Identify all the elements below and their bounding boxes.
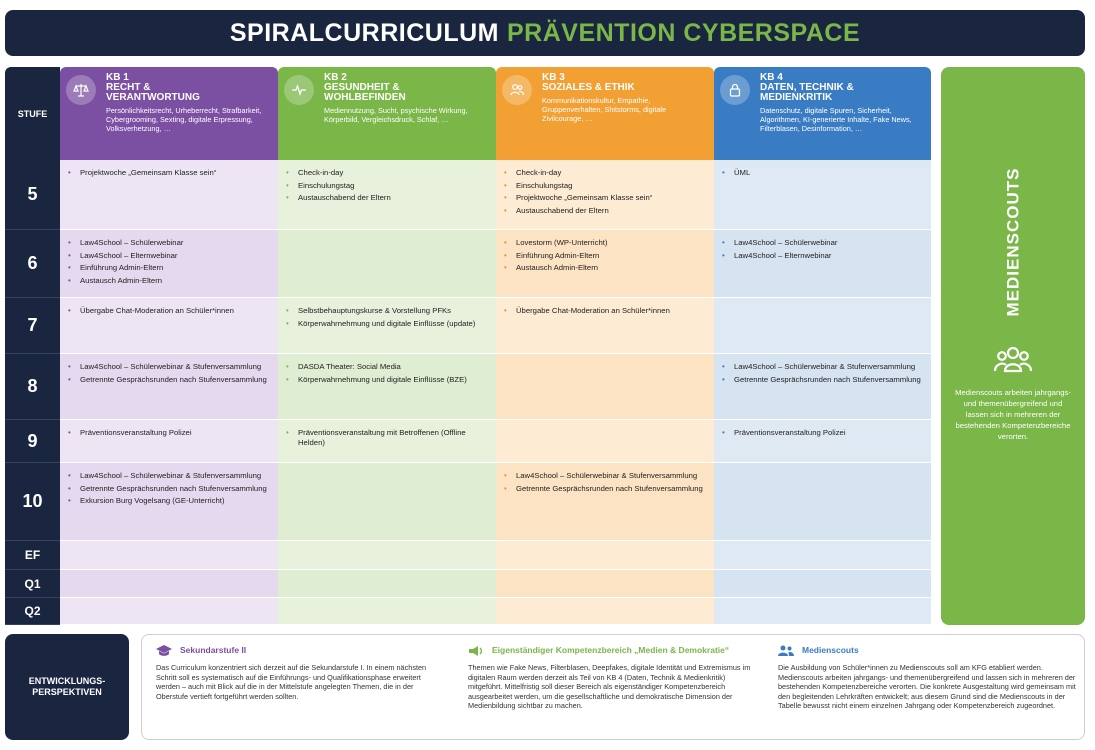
curriculum-cell [714,598,931,625]
activity-list [278,160,496,210]
kb4-desc: Datenschutz, digitale Spuren, Sicherheit, Algorithmen, KI-generierte Inhalte, Fake News, Filterblasen, Desinformation, … [760,106,912,133]
activity-item: • Präventionsveranstaltung mit Betroffenen (Offline Helden) [286,428,490,447]
curriculum-cell [496,420,714,463]
grade-label: 6 [5,230,60,298]
activity-item: • Einschulungstag [286,181,490,191]
curriculum-cell [714,354,931,420]
kb2-num: KB 2 [324,72,347,83]
title-bar [5,10,1085,56]
kb3-num: KB 3 [542,72,565,83]
activity-list [60,230,278,292]
curriculum-cell [60,354,278,420]
activity-list [60,420,278,445]
curriculum-cell [60,463,278,541]
lock-icon [720,75,750,105]
activity-item: • Getrennte Gesprächsrunden nach Stufenversammlung [722,375,925,385]
perspectives-box [141,634,1085,740]
activity-list [278,354,496,391]
perspective-demokratie-text: Themen wie Fake News, Filterblasen, Deepfakes, digitale Identität und Extremismus im digitalen Raum werden derzeit als Teil von KB 4 (Daten, Technik & Medienkritik) mitgeführt. Mittelfristig soll dieser Bereich als eigenständiger Kompetenzbereich ausgearbeitet werden, um die gesellschaftliche und demokratische Dimension der Medienbildung sichtbar zu machen. [468,663,751,710]
activity-list [60,160,278,185]
curriculum-cell [714,420,931,463]
kb4-title: DATEN, TECHNIK & MEDIENKRITIK [760,82,854,103]
activity-item: • Law4School – Elternwebinar [722,251,925,261]
kb1-num: KB 1 [106,72,129,83]
activity-item: • Austauschabend der Eltern [504,206,708,216]
perspective-demokratie-title: Eigenständiger Kompetenzbereich „Medien & Demokratie“ [492,645,730,655]
curriculum-cell [278,570,496,598]
graduation-cap-icon [156,645,172,657]
kb3-header [496,67,714,160]
activity-list [496,298,714,323]
activity-item: • Check-in-day [286,168,490,178]
activity-list [60,463,278,513]
curriculum-cell [60,541,278,570]
activity-item: • ÜML [722,168,925,178]
curriculum-cell [714,298,931,354]
curriculum-cell [278,160,496,230]
medienscouts-title: MEDIENSCOUTS [1003,167,1022,317]
curriculum-cell [496,160,714,230]
kb2-header [278,67,496,160]
grade-label: 10 [5,463,60,541]
grade-label: EF [5,541,60,570]
activity-list [714,354,931,391]
curriculum-cell [278,420,496,463]
curriculum-cell [278,598,496,625]
stufe-header: STUFE [5,67,60,160]
perspective-sek2-title: Sekundarstufe II [180,645,247,655]
kb2-desc: Mediennutzung, Sucht, psychische Wirkung, Körperbild, Vergleichsdruck, Schlaf, … [324,106,468,124]
grade-label: 5 [5,160,60,230]
activity-item: • Getrennte Gesprächsrunden nach Stufenversammlung [504,484,708,494]
kb3-title: SOZIALES & ETHIK [542,82,635,93]
megaphone-icon [468,645,484,657]
activity-item: • Law4School – Schülerwebinar & Stufenversammlung [504,471,708,481]
users-icon [778,645,794,657]
activity-item: • Check-in-day [504,168,708,178]
curriculum-cell [714,463,931,541]
perspective-medienscouts-title: Medienscouts [802,645,859,655]
curriculum-cell [714,230,931,298]
activity-item: • Law4School – Schülerwebinar & Stufenversammlung [68,362,272,372]
people-icon [502,75,532,105]
activity-list [714,230,931,267]
curriculum-cell [60,598,278,625]
activity-item: • Selbstbehauptungskurse & Vorstellung PFKs [286,306,490,316]
activity-item: • Law4School – Schülerwebinar & Stufenversammlung [68,471,272,481]
curriculum-cell [496,230,714,298]
activity-item: • Einführung Admin-Eltern [68,263,272,273]
grade-label: Q1 [5,570,60,598]
curriculum-cell [714,160,931,230]
curriculum-cell [714,570,931,598]
curriculum-cell [496,598,714,625]
activity-item: • Law4School – Schülerwebinar [68,238,272,248]
activity-list [278,420,496,454]
kb1-title: RECHT & VERANTWORTUNG [106,82,200,103]
curriculum-cell [278,354,496,420]
kb2-title: GESUNDHEIT & WOHLBEFINDEN [324,82,406,103]
activity-item: • Law4School – Schülerwebinar [722,238,925,248]
activity-item: • Getrennte Gesprächsrunden nach Stufenversammlung [68,375,272,385]
curriculum-cell [714,541,931,570]
kb3-desc: Kommunikationskultur, Empathie, Gruppenverhalten, Shitstorms, digitale Zivilcourage, … [542,96,667,123]
activity-item: • Austauschabend der Eltern [286,193,490,203]
curriculum-cell [496,463,714,541]
activity-item: • Austausch Admin-Eltern [68,276,272,286]
activity-item: • Übergabe Chat-Moderation an Schüler*innen [504,306,708,316]
activity-list [278,298,496,335]
activity-list [496,160,714,222]
activity-list [496,463,714,500]
scales-icon [66,75,96,105]
kb4-header [714,67,931,160]
perspective-medienscouts [778,645,1078,711]
curriculum-cell [278,463,496,541]
activity-item: • Austausch Admin-Eltern [504,263,708,273]
kb1-header [60,67,278,160]
curriculum-table [5,67,931,625]
curriculum-cell [60,420,278,463]
activity-item: • Übergabe Chat-Moderation an Schüler*innen [68,306,272,316]
perspective-demokratie [468,645,758,711]
perspectives-label: ENTWICKLUNGS- PERSPEKTIVEN [5,634,129,740]
title-part-1: SPIRALCURRICULUM [229,18,499,47]
activity-item: • Projektwoche „Gemeinsam Klasse sein“ [68,168,272,178]
activity-list [714,160,931,185]
activity-item: • Präventionsveranstaltung Polizei [722,428,925,438]
activity-list [496,230,714,280]
curriculum-cell [278,541,496,570]
curriculum-cell [60,570,278,598]
activity-item: • Exkursion Burg Vogelsang (GE-Unterricht) [68,496,272,506]
activity-item: • Präventionsveranstaltung Polizei [68,428,272,438]
grade-label: 9 [5,420,60,463]
activity-item: • Körperwahrnehmung und digitale Einflüsse (update) [286,319,490,329]
curriculum-cell [496,570,714,598]
curriculum-cell [278,298,496,354]
curriculum-cell [60,298,278,354]
activity-item: • DASDA Theater: Social Media [286,362,490,372]
medienscouts-desc: Medienscouts arbeiten jahrgangs- und themenübergreifend und lassen sich in mehreren der bestehenden Kompetenzbereiche verorten. [955,388,1071,441]
curriculum-cell [496,354,714,420]
perspective-sek2-text: Das Curriculum konzentriert sich derzeit auf die Sekundarstufe I. In einem nächsten Schritt soll es systematisch auf die Einführungs- und Qualifikationsphase erweitert werden – auch mit Blick auf die in der Mittelstufe angelegten Themen, die in der Oberstufe vertieft fortgeführt werden sollten. [156,663,427,701]
activity-item: • Law4School – Schülerwebinar & Stufenversammlung [722,362,925,372]
medienscouts-panel [941,67,1085,625]
activity-item: • Law4School – Elternwebinar [68,251,272,261]
title-part-2: PRÄVENTION CYBERSPACE [506,18,861,47]
activity-list [60,354,278,391]
activity-item: • Einführung Admin-Eltern [504,251,708,261]
activity-item: • Einschulungstag [504,181,708,191]
kb4-num: KB 4 [760,72,783,83]
curriculum-cell [60,230,278,298]
activity-item: • Getrennte Gesprächsrunden nach Stufenversammlung [68,484,272,494]
grade-label: 8 [5,354,60,420]
perspective-medienscouts-text: Die Ausbildung von Schüler*innen zu Medienscouts soll am KFG etabliert werden. Medienscouts arbeiten jahrgangs- und themenübergreifend und lassen sich in mehreren der bestehenden Kompetenzbereiche verorten. Die konkrete Ausgestaltung wird gemeinsam mit den begleitenden Lehrkräften entwickelt; aus diesem Grund sind die Medienscouts in der Tabelle bewusst nicht einem einzelnen Jahrgang oder Kompetenzbereich zugeordnet. [778,663,1076,710]
curriculum-cell [496,541,714,570]
grade-label: 7 [5,298,60,354]
activity-item: • Lovestorm (WP-Unterricht) [504,238,708,248]
perspective-sek2 [156,645,446,701]
activity-item: • Projektwoche „Gemeinsam Klasse sein“ [504,193,708,203]
grade-label: Q2 [5,598,60,625]
kb1-desc: Persönlichkeitsrecht, Urheberrecht, Strafbarkeit, Cybergrooming, Sexting, digitale Erpressung, Volksverhetzung, … [106,106,262,133]
curriculum-cell [496,298,714,354]
curriculum-cell [278,230,496,298]
activity-list [60,298,278,323]
group-icon [993,344,1033,374]
heartbeat-icon [284,75,314,105]
activity-list [714,420,931,445]
curriculum-cell [60,160,278,230]
activity-item: • Körperwahrnehmung und digitale Einflüsse (BZE) [286,375,490,385]
